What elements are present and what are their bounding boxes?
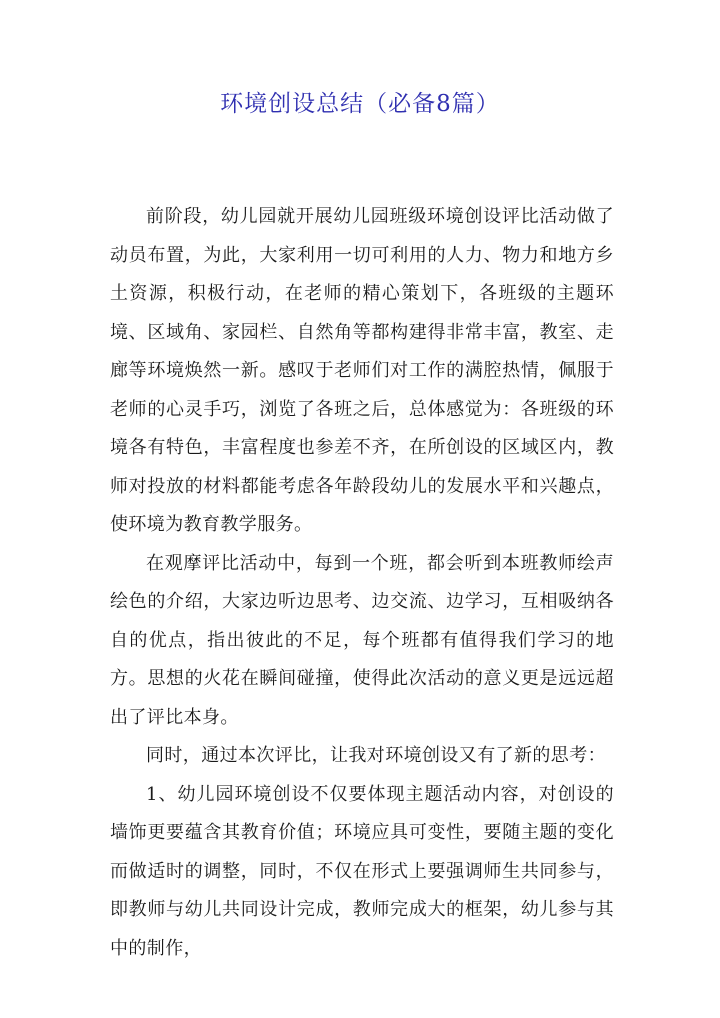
paragraph-observation: 在观摩评比活动中，每到一个班，都会听到本班教师绘声绘色的介绍，大家边听边思考、边交流、边学习，互相吸纳各自的优点，指出彼此的不足，每个班都有值得我们学习的地方。思想的火花在瞬间碰撞，使得此次活动的意义更是远远超出了评比本身。: [110, 552, 614, 728]
document-title: 环境创设总结（必备8篇）: [220, 91, 500, 117]
paragraph-point-1: 1、幼儿园环境创设不仅要体现主题活动内容，对创设的墙饰更要蕴含其教育价值；环境应具可变性，要随主题的变化而做适时的调整，同时，不仅在形式上要强调师生共同参与，即教师与幼儿共同设计完成，教师完成大的框架，幼儿参与其中的制作，: [110, 783, 614, 959]
paragraph-reflection-lead: 同时，通过本次评比，让我对环境创设又有了新的思考：: [146, 745, 606, 766]
paragraph-intro: 前阶段，幼儿园就开展幼儿园班级环境创设评比活动做了动员布置，为此，大家利用一切可利用的人力、物力和地方乡土资源，积极行动，在老师的精心策划下，各班级的主题环境、区域角、家园栏、自然角等都构建得非常丰富，教室、走廊等环境焕然一新。感叹于老师们对工作的满腔热情，佩服于老师的心灵手巧，浏览了各班之后，总体感觉为：各班级的环境各有特色，丰富程度也参差不齐，在所创设的区域区内，教师对投放的材料都能考虑各年龄段幼儿的发展水平和兴趣点，使环境为教育教学服务。: [110, 206, 614, 535]
document-body: [110, 198, 614, 968]
